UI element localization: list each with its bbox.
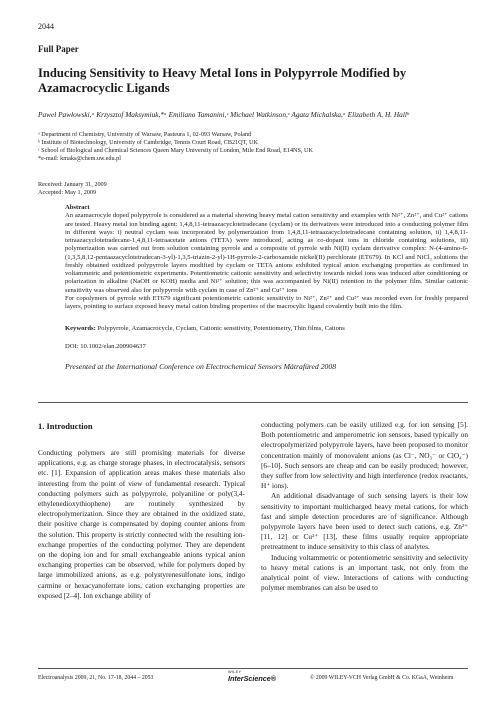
affiliations [38, 131, 478, 163]
received-date: Received: January 31, 2009 [38, 181, 107, 188]
affiliation-c: ᶜ School of Biological and Chemical Sciences Queen Mary University of London, Mile End Road, E14NS, UK [38, 147, 313, 155]
accepted-date: Accepted: May 1, 2009 [38, 189, 97, 197]
body-paragraph: Inducing voltammetric or potentiometric sensitivity and selectivity to heavy metal cations is an important task, not only from the analytical point of view. Interactions of cations with conducting polymer membranes can also be used to [261, 552, 468, 593]
article-title: Inducing Sensitivity to Heavy Metal Ions in Polypyrrole Modified by Azamacrocyclic Ligands [38, 66, 407, 95]
keywords-label: Keywords: [65, 325, 96, 332]
body-paragraph: An additional disadvantage of such sensing layers is their low sensitivity to important multicharged heavy metal cations, for which fast and simple detection procedures are of significance. Although polypyrrole layers have been used to detect such cations, e.g. Zn²⁺ [11, 12] or Cu²⁺ [13], these films usually require appropriate pretreatment to induce sensitivity to this class of analytes. [261, 491, 468, 552]
affiliation-b: ᵇ Institute of Biotechnology, University of Cambridge, Tennis Court Road, CB21QT, UK [38, 139, 258, 147]
article-type: Full Paper [38, 44, 79, 54]
affiliation-a: ᵃ Department of Chemistry, University of Warsaw, Pasteura 1, 02-093 Warsaw, Poland [38, 131, 252, 138]
footer-divider [38, 668, 468, 669]
contact-email[interactable]: *e-mail: kmaks@chem.uw.edu.pl [38, 155, 121, 163]
abstract-paragraph: An azamacrocyle doped polypyrrole is considered as a material showing heavy metal cation sensitivity and examples with Ni²⁺, Zn²⁺, and Cu²⁺ cations are tested. Heavy metal ion binding agent: 1,4,8,11-tetraazacyclotetradecane (cyclam) or its derivatives were introduced into a conducting polymer film in different ways: i) neutral cyclam was incorporated by polymerization from 1,4,8,11-tetraazacyclotetradecane containing solution, ii) 1,4,8,11-tetraazacyclotetradecane-1,4,8,11-tetraacetate anions (TETA) were introduced, acting as co-dopant ions in chloride containing solutions, iii) polymerization was carried out from solution containing pyrrole and a composite of pyrrole with Ni(II) cyclam derivative complex: N-(4-amino-6-(1,3,5,8,12-pentaazacyclotetradecan-3-yl)-1,3,5-triazin-2-yl)-1H-pyrrole-2-carboxamide nickel(II) perchlorate (ET679). In KCl and NiCl₂ solutions the freshly obtained oxidized polypyrrole layers modified by cyclam or TETA anions exhibited typical anion exchanging properties as confirmed in voltammetric and potentiometric experiments. Potentiometric cationic sensitivity and selectivity towards nickel ions was induced after conditioning or polarization in alkaline (NaOH or KOH) media and Ni²⁺ solution; this was accompanied by Ni(II) retention in the polymer film. Similar cationic sensitivity was observed also for polypyrrole with cyclam in case of Zn²⁺ and Cu²⁺ ions [65, 212, 468, 294]
doi[interactable]: DOI: 10.1002/elan.200904637 [65, 343, 146, 350]
journal-citation: Electroanalysis 2009, 21, No. 17-18, 2044 – 2053 [38, 675, 154, 681]
conference-note: Presented at the International Conference on Electrochemical Sensors Mátrafüred 2008 [65, 362, 337, 371]
keywords [65, 325, 468, 333]
author-list: Paweł Pawłowski,ᵃ Krzysztof Maksymiuk,*ᵃ Emiliano Tamanini,ᶜ Michael Watkinson,ᶜ Agata Michalska,ᵃ Elizabeth A. H. Hallᵇ [38, 110, 409, 119]
interscience-logo [228, 670, 288, 686]
abstract [65, 204, 468, 311]
page-number: 2044 [38, 22, 54, 31]
body-column-left [38, 448, 245, 601]
logo-wordmark-top: WILEY [228, 670, 242, 674]
logo-wordmark-main: InterScience® [228, 674, 277, 683]
publication-dates [38, 181, 107, 197]
abstract-heading: Abstract [65, 204, 90, 211]
body-paragraph: Conducting polymers are still promising materials for diverse applications, e.g. as charge storage phases, in electrocatalysis, sensors etc. [1]. Expansion of application areas makes these materials also interesting from the point of view of fundamental research. Typical conducting polymers such as polypyrrole, polyaniline or poly(3,4-ethylenedioxythiophene) are routinely synthesized by electropolymerization. Since they are obtained in the oxidized state, their positive charge is compensated by doping counter anions from the solution. This property is strictly connected with the resulting ion-exchange properties of the conducting polymer. They are dependent on the doping ion and for small exchangeable anions typical anion exchanging properties can be observed, while for polymers doped by large immobilized anions, as e.g. polystyrenesulfonate ions, indigo carmine or hexacyanoferrate ions, cation exchanging properties are exposed [2–4]. Ion exchange ability of [38, 448, 245, 600]
abstract-paragraph: For copolymers of pyrrole with ET679 significant potentiometric cationic sensitivity to Ni²⁺, Zn²⁺ and Cu²⁺ was recorded even for freshly prepared layers, pointing to surface exposed heavy metal cation binding properties of the macrocylic ligand covalently built into the film. [65, 294, 468, 310]
section-divider [38, 402, 468, 403]
section-heading: 1. Introduction [38, 421, 93, 431]
body-paragraph: conducting polymers can be easily utilized e.g. for ion sensing [5]. Both potentiometric and amperometric ion sensors, based typically on electropolymerized polypyrrole layers, have been proposed to monitor concentration mainly of monovalent anions (as Cl⁻, NO₃⁻ or ClO₄⁻) [6–10]. Such sensors are cheap and can be easily produced; however, they suffer from low selectivity and high interference (redox reactants, H⁺ ions). [261, 420, 468, 491]
body-column-right [261, 420, 468, 593]
copyright-notice: © 2009 WILEY-VCH Verlag GmbH & Co. KGaA, Weinheim [310, 675, 454, 681]
keywords-text: Polypyrrole, Azamacrocycle, Cyclam, Cationic sensitivity, Potentiometry, Thin films, Cations [97, 325, 345, 332]
